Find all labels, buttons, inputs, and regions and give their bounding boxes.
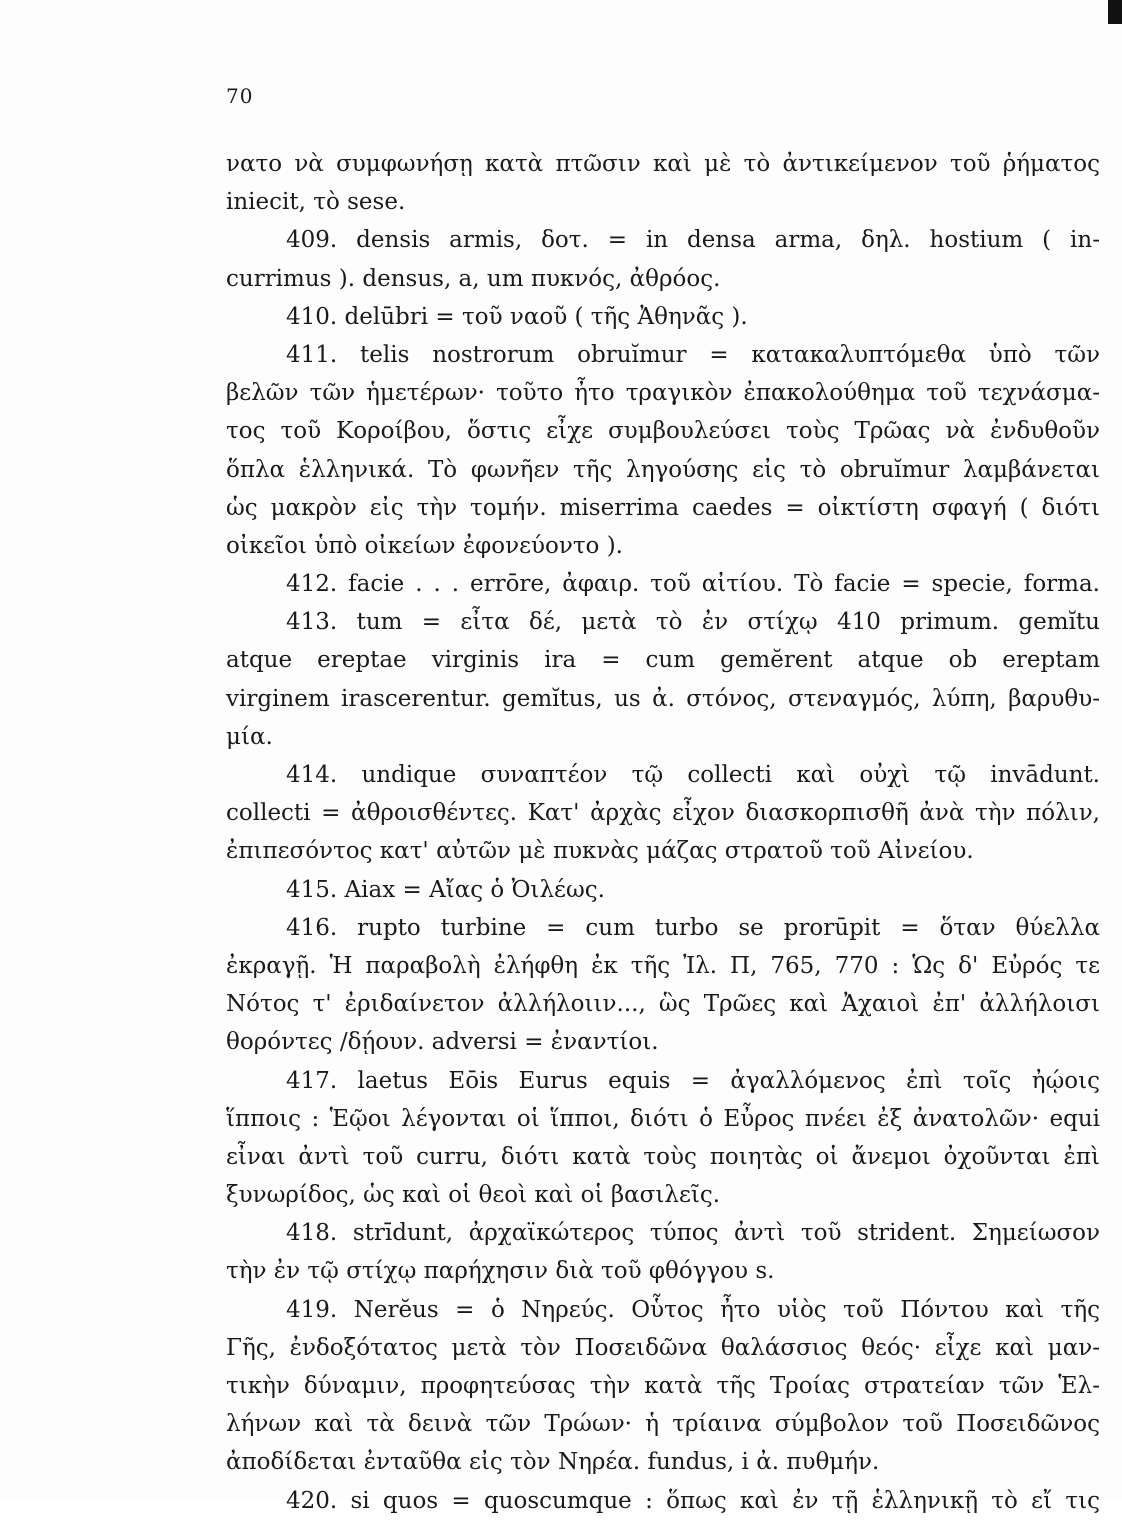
text-line: ὅπλα ἑλληνικά. Τὸ φωνῆεν τῆς ληγούσης εἰς τὸ obruĭmur λαμβάνεται bbox=[226, 456, 1100, 483]
text-line: θορόντες /δῄουν. adversi = ἐναντίοι. bbox=[226, 1029, 659, 1056]
text-line: 414. undique συναπτέον τῷ collecti καὶ οὐχὶ τῷ invādunt. bbox=[286, 762, 1100, 788]
text-line: 416. rupto turbine = cum turbo se prorūpit = ὅταν θύελλα bbox=[286, 914, 1100, 941]
text-line: ὡς μακρὸν εἰς τὴν τομήν. miserrima caedes = οἰκτίστη σφαγή ( διότι bbox=[226, 494, 1100, 521]
text-line: iniecit, τὸ sese. bbox=[226, 189, 406, 216]
page-number: 70 bbox=[226, 84, 254, 108]
text-line: ἐκραγῇ. Ἡ παραβολὴ ἐλήφθη ἐκ τῆς Ἰλ. Π, 765, 770 : Ὡς δ' Εὐρός τε bbox=[226, 952, 1100, 979]
text-line: εἶναι ἀντὶ τοῦ curru, διότι κατὰ τοὺς ποιητὰς οἱ ἄνεμοι ὀχοῦνται ἐπὶ bbox=[226, 1143, 1100, 1170]
text-line: τὴν ἐν τῷ στίχῳ παρήχησιν διὰ τοῦ φθόγγου s. bbox=[226, 1258, 775, 1285]
text-line: 413. tum = εἶτα δέ, μετὰ τὸ ἐν στίχῳ 410 primum. gemĭtu bbox=[286, 609, 1100, 636]
text-line: 411. telis nostrorum obruĭmur = κατακαλυπτόμεθα ὑπὸ τῶν bbox=[286, 341, 1100, 368]
text-line: 412. facie . . . errōre, ἀφαιρ. τοῦ αἰτίου. Τὸ facie = specie, forma. bbox=[286, 571, 1100, 598]
text-line: οἰκεῖοι ὑπὸ οἰκείων ἐφονεύοντο ). bbox=[226, 532, 623, 559]
text-line: collecti = ἀθροισθέντες. Κατ' ἀρχὰς εἶχον διασκορπισθῆ ἀνὰ τὴν πόλιν, bbox=[226, 800, 1100, 827]
text-line: Γῆς, ἐνδοξότατος μετὰ τὸν Ποσειδῶνα θαλάσσιος θεός· εἶχε καὶ μαν- bbox=[226, 1334, 1100, 1361]
text-line: atque ereptae virginis ira = cum gemĕrent atque ob ereptam bbox=[226, 647, 1100, 674]
text-line: 419. Nerĕus = ὁ Νηρεύς. Οὗτος ἦτο υἱὸς τοῦ Πόντου καὶ τῆς bbox=[286, 1296, 1100, 1323]
text-line: βελῶν τῶν ἡμετέρων· τοῦτο ἦτο τραγικὸν ἐπακολούθημα τοῦ τεχνάσμα- bbox=[226, 380, 1100, 407]
text-line: 417. laetus Eōis Eurus equis = ἀγαλλόμενος ἐπὶ τοῖς ἠῴοις bbox=[286, 1067, 1100, 1094]
text-line: ἐπιπεσόντος κατ' αὐτῶν μὲ πυκνὰς μάζας στρατοῦ τοῦ Αἰνείου. bbox=[226, 838, 974, 865]
text-line: τος τοῦ Κοροίβου, ὅστις εἶχε συμβουλεύσει τοὺς Τρῶας νὰ ἐνδυθοῦν bbox=[226, 418, 1100, 445]
text-line: currimus ). densus, a, um πυκνός, ἀθρόος. bbox=[226, 265, 721, 292]
text-line: λήνων καὶ τὰ δεινὰ τῶν Τρώων· ἡ τρίαινα σύμβολον τοῦ Ποσειδῶνος bbox=[226, 1411, 1100, 1438]
commentary-text-block bbox=[226, 145, 1100, 1520]
text-line: 418. strīdunt, ἀρχαϊκώτερος τύπος ἀντὶ τοῦ strident. Σημείωσον bbox=[286, 1220, 1100, 1247]
text-line: ἵπποις : Ἑῷοι λέγονται οἱ ἵπποι, διότι ὁ Εὖρος πνέει ἐξ ἀνατολῶν· equi bbox=[226, 1105, 1100, 1132]
scan-edge-mark bbox=[1108, 0, 1122, 24]
text-line: μία. bbox=[226, 723, 273, 750]
text-line: νατο νὰ συμφωνήσῃ κατὰ πτῶσιν καὶ μὲ τὸ ἀντικείμενον τοῦ ῥήματος bbox=[226, 151, 1100, 177]
text-line: virginem irascerentur. gemĭtus, us ἀ. στόνος, στεναγμός, λύπη, βαρυθυ- bbox=[226, 685, 1100, 712]
text-line: 410. delūbri = τοῦ ναοῦ ( τῆς Ἀθηνᾶς ). bbox=[286, 303, 748, 330]
text-line: 420. si quos = quoscumque : ὅπως καὶ ἐν τῇ ἑλληνικῇ τὸ εἴ τις bbox=[286, 1487, 1100, 1514]
text-line: 415. Aiax = Αἴας ὁ Ὀιλέως. bbox=[286, 876, 605, 903]
text-line: 409. densis armis, δοτ. = in densa arma, δηλ. hostium ( in- bbox=[286, 227, 1100, 254]
text-line: ἀποδίδεται ἐνταῦθα εἰς τὸν Νηρέα. fundus, i ἀ. πυθμήν. bbox=[226, 1449, 880, 1476]
text-line: ξυνωρίδος, ὡς καὶ οἱ θεοὶ καὶ οἱ βασιλεῖς. bbox=[226, 1182, 721, 1209]
text-line: Νότος τ' ἐριδαίνετον ἀλλήλοιιν..., ὣς Τρῶες καὶ Ἀχαιοὶ ἐπ' ἀλλήλοισι bbox=[226, 991, 1100, 1018]
text-line: τικὴν δύναμιν, προφητεύσας τὴν κατὰ τῆς Τροίας στρατείαν τῶν Ἑλ- bbox=[226, 1373, 1100, 1399]
